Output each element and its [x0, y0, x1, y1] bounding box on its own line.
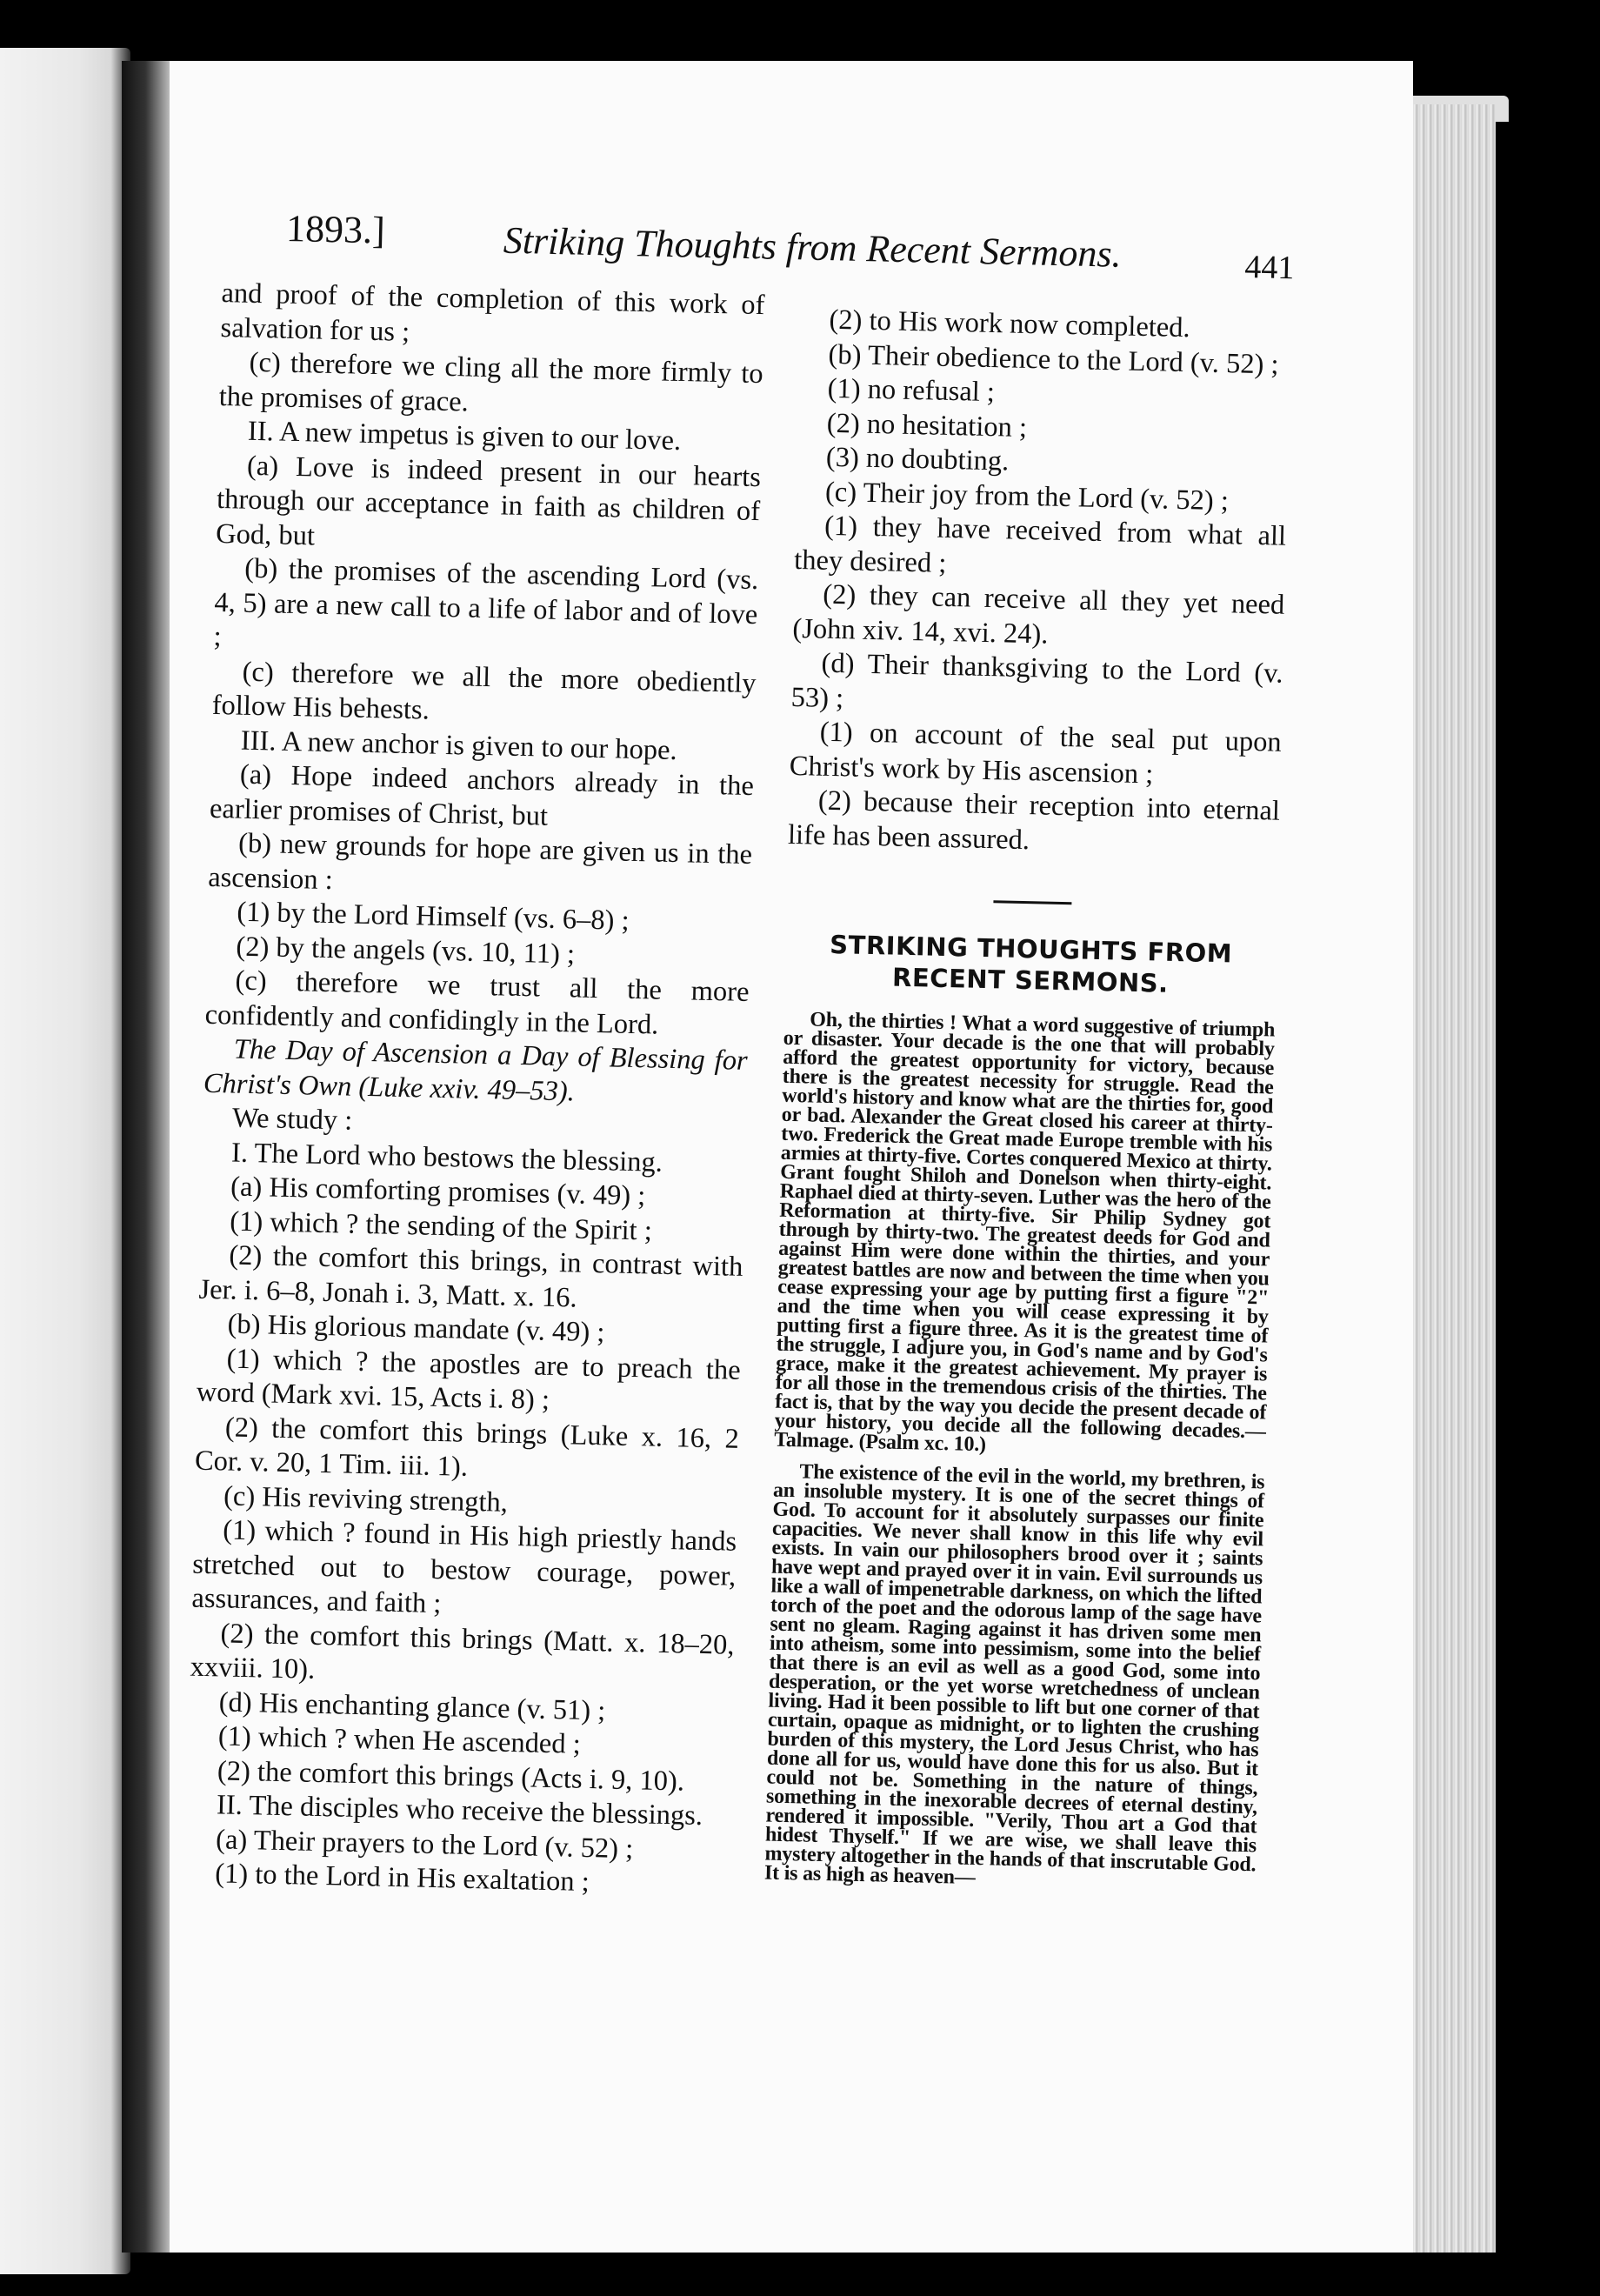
paragraph: (1) which ? found in His high priestly hands stretched out to bestow courage, power, assurances, and faith ;: [191, 1514, 737, 1620]
paragraph: (b) Their obedience to the Lord (v. 52) ;: [828, 338, 1279, 381]
page-number: 441: [1243, 249, 1295, 287]
paragraph: (b) the promises of the ascending Lord (vs. 4, 5) are a new call to a life of labor and of love ;: [213, 552, 759, 653]
paragraph: (1) by the Lord Himself (vs. 6–8) ;: [237, 896, 630, 937]
paragraph: (a) Hope indeed anchors already in the earlier promises of Christ, but: [209, 758, 755, 832]
sermon-excerpts: [764, 1010, 1276, 1894]
paragraph: (1) which ? when He ascended ;: [217, 1720, 582, 1760]
paragraph: (1) which ? the sending of the Spirit ;: [229, 1205, 653, 1247]
paragraph: (d) Their thanksgiving to the Lord (v. 53) ;: [790, 647, 1283, 714]
paragraph: (1) which ? the apostles are to preach the word (Mark xvi. 15, Acts i. 8) ;: [196, 1342, 742, 1416]
paragraph: (2) the comfort this brings (Matt. x. 18–20, xxviii. 10).: [190, 1617, 735, 1685]
paragraph: (2) the comfort this brings (Luke x. 16, 2 Cor. v. 20, 1 Tim. iii. 1).: [194, 1411, 740, 1483]
paragraph: (2) no hesitation ;: [826, 407, 1028, 444]
paragraph: (c) therefore we trust all the more confidently and confidingly in the Lord.: [204, 964, 750, 1041]
book-gutter: [122, 61, 170, 2253]
right-column: [763, 303, 1290, 1906]
paragraph: (1) no refusal ;: [827, 372, 996, 409]
paragraph: (a) His comforting promises (v. 49) ;: [230, 1171, 646, 1212]
paragraph: We study :: [231, 1102, 353, 1137]
paragraph: (2) they can receive all they yet need (John xiv. 14, xvi. 24).: [792, 578, 1285, 651]
header-year: 1893.]: [285, 206, 386, 252]
paragraph: II. A new impetus is given to our love.: [247, 415, 682, 457]
paragraph: (c) His reviving strength,: [223, 1479, 509, 1518]
paragraph: (1) they have received from what all they desired ;: [793, 510, 1287, 579]
section-heading: STRIKING THOUGHTS FROM RECENT SERMONS.: [829, 929, 1233, 998]
paragraph: (2) because their reception into eternal life has been assured.: [787, 784, 1281, 856]
paragraph: and proof of the completion of this work of salvation for us ;: [220, 277, 765, 348]
paragraph: (b) new grounds for hope are given us in the ascension :: [207, 827, 753, 896]
paragraph: (c) therefore we cling all the more firmly to the promises of grace.: [218, 346, 764, 417]
paragraph: (b) His glorious mandate (v. 49) ;: [227, 1308, 605, 1349]
section-divider: [993, 900, 1071, 904]
paragraph: (2) the comfort this brings (Acts i. 9, 10).: [217, 1754, 685, 1798]
paragraph: (a) Love is indeed present in our hearts through our acceptance in faith as children of God, but: [215, 450, 762, 551]
paragraph: (1) on account of the seal put upon Christ's work by His ascension ;: [789, 716, 1283, 790]
paragraph: (2) by the angels (vs. 10, 11) ;: [236, 931, 576, 970]
paragraph: (c) therefore we all the more obediently follow His behests.: [211, 656, 757, 726]
paragraph: (a) Their prayers to the Lord (v. 52) ;: [215, 1823, 634, 1865]
paragraph: (2) the comfort this brings, in contrast with Jer. i. 6–8, Jonah i. 3, Matt. x. 16.: [198, 1239, 743, 1314]
paragraph: II. The disciples who receive the blessings.: [216, 1789, 703, 1832]
previous-page-edge: [0, 48, 130, 2274]
paragraph: III. A new anchor is given to our hope.: [240, 724, 678, 766]
excerpt-paragraph: The existence of the evil in the world, my brethren, is an insoluble mystery. It is one of the secret things of God. To account for it absolutely surpasses our finite capacities. We never shall know in this life why evil exists. In vain our philosophers brood over it ; saints have wept and prayed over it in vain. Evil surrounds us like a wall of impenetrable darkness, on which the lifted torch of the poet and the odorous lamp of the sage have sent no gleam. Raging against it has driven some men into atheism, some into pessimism, some into the belief that there is an evil as well as a good God, some into desperation, or the yet worse wretchedness of unclean living. Had it been possible to lift but one corner of that curtain, opaque as midnight, or to lighten the crushing burden of this mystery, the Lord Jesus Christ, who has done all for us, would have done this for us also. But it could not be. Something in the nature of things, something in the inexorable decrees of eternal destiny, rendered it impossible. "Verily, Thou art a God that hidest Thyself." If we are wise, we shall leave this mystery altogether in the hands of that inscrutable God. It is as high as heaven—: [763, 1460, 1265, 1890]
paragraph: (1) to the Lord in His exaltation ;: [214, 1858, 590, 1899]
left-column: [185, 277, 765, 1903]
header-title: Striking Thoughts from Recent Sermons.: [503, 218, 1123, 276]
paragraph: (d) His enchanting glance (v. 51) ;: [218, 1685, 606, 1726]
paragraph: I. The Lord who bestows the blessing.: [230, 1137, 663, 1178]
paragraph: (3) no doubting.: [825, 441, 1010, 477]
paragraph: (c) Their joy from the Lord (v. 52) ;: [824, 476, 1230, 517]
sermon-title: The Day of Ascension a Day of Blessing for Christ's Own (Luke xxiv. 49–53).: [203, 1033, 749, 1107]
excerpt-paragraph: Oh, the thirties ! What a word suggestive of triumph or disaster. Your decade is the one that will probably afford the greatest opportunity for victory, because there is the greatest necessity for struggle. Read the world's history and know what are the thirties for, good or bad. Alexander the Great closed his career at thirty-two. Frederick the Great made Europe tremble with his armies at thirty-five. Cortes conquered Mexico at thirty. Grant fought Shiloh and Donelson when thirty-eight. Raphael died at thirty-seven. Luther was the hero of the Reformation at thirty-five. Sir Philip Sydney got through by thirty-two. The greatest deeds for God and against Him were done within the thirties, and your greatest battles are now and between the time when you cease expressing your age by putting first a figure "2" and the time when you will cease expressing it by putting first a figure three. As it is the greatest time of the struggle, I adjure you, in God's name and by God's grace, make it the greatest achievement. My prayer is for all those in the tremendous crisis of the thirties. The fact is, that by the way you decide the present decade of your history, you decide all the following decades.—Talmage. (Psalm xc. 10.): [774, 1008, 1276, 1457]
paragraph: (2) to His work now completed.: [829, 304, 1191, 344]
